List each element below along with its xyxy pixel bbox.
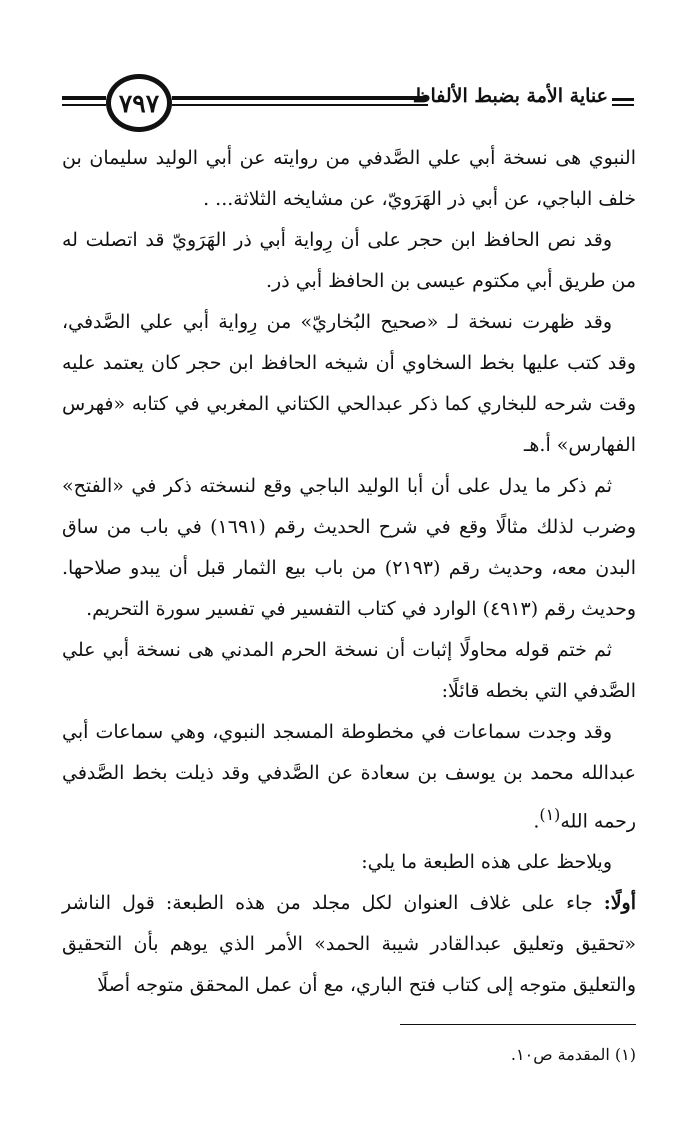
footnote-separator bbox=[400, 1024, 636, 1025]
paragraph: وقد ظهرت نسخة لـ «صحيح البُخاريّ» من رِواية أبي علي الصَّدفي، وقد كتب عليها بخط السخاوي أن شيخه الحافظ ابن حجر كان يعتمد عليه وقت شرحه للبخاري كما ذكر عبدالحي الكتاني المغربي في كتابه «فهرس الفهارس» أ.هـ bbox=[62, 311, 636, 456]
page-header bbox=[0, 0, 694, 140]
header-rule bbox=[612, 104, 634, 106]
paragraph: وقد نص الحافظ ابن حجر على أن رِواية أبي ذر الهَرَويّ قد اتصلت له من طريق أبي مكتوم عيسى بن الحافظ أبي ذر. bbox=[62, 229, 636, 292]
paragraph: النبوي هى نسخة أبي علي الصَّدفي من روايته عن أبي الوليد سليمان بن خلف الباجي، عن أبي ذر الهَرَويّ، عن مشايخه الثلاثة... . bbox=[62, 147, 636, 210]
header-rule bbox=[62, 96, 106, 100]
header-rule bbox=[612, 98, 634, 101]
paragraph: ثم ذكر ما يدل على أن أبا الوليد الباجي وقع لنسخته ذكر في «الفتح» وضرب لذلك مثالًا وقع في شرح الحديث رقم (١٦٩١) في باب من ساق البدن معه، وحديث رقم (٢١٩٣) من باب بيع الثمار قبل أن يبدو صلاحها. وحديث رقم (٤٩١٣) الوارد في كتاب التفسير في تفسير سورة التحريم. bbox=[62, 475, 636, 620]
numbered-point bbox=[62, 883, 636, 1006]
header-rule bbox=[172, 96, 428, 100]
paragraph: ويلاحظ على هذه الطبعة ما يلي: bbox=[361, 851, 612, 874]
paragraph: ثم ختم قوله محاولًا إثبات أن نسخة الحرم المدني هى نسخة أبي علي الصَّدفي التي بخطه قائلًا: bbox=[62, 639, 636, 702]
header-rule bbox=[172, 104, 428, 106]
body-text bbox=[62, 138, 636, 1006]
running-title: عناية الأمة بضبط الألفاظ bbox=[412, 85, 608, 107]
footnote-reference: (١) bbox=[539, 805, 561, 824]
footnote: (١) المقدمة ص١٠. bbox=[510, 1045, 636, 1064]
paragraph-text: وقد وجدت سماعات في مخطوطة المسجد النبوي، وهي سماعات أبي عبدالله محمد بن يوسف بن سعادة عن الصَّدفي وقد ذيلت بخط الصَّدفي رحمه الله bbox=[62, 721, 636, 833]
page-number: ٧٩٧ bbox=[106, 74, 172, 132]
point-text: جاء على غلاف العنوان لكل مجلد من هذه الطبعة: قول الناشر «تحقيق وتعليق عبدالقادر شيبة الحمد» الأمر الذي يوهم بأن التحقيق والتعليق متوجه إلى كتاب فتح الباري، مع أن عمل المحقق متوجه أصلًا bbox=[62, 892, 636, 997]
quoted-paragraph: وقد وجدت سماعات في مخطوطة المسجد النبوي، وهي سماعات أبي عبدالله محمد بن يوسف بن سعادة عن الصَّدفي وقد ذيلت بخط الصَّدفي رحمه الله$^{(١)}$. bbox=[62, 721, 636, 833]
point-label: أولًا: bbox=[603, 892, 636, 915]
header-rule bbox=[62, 104, 106, 106]
